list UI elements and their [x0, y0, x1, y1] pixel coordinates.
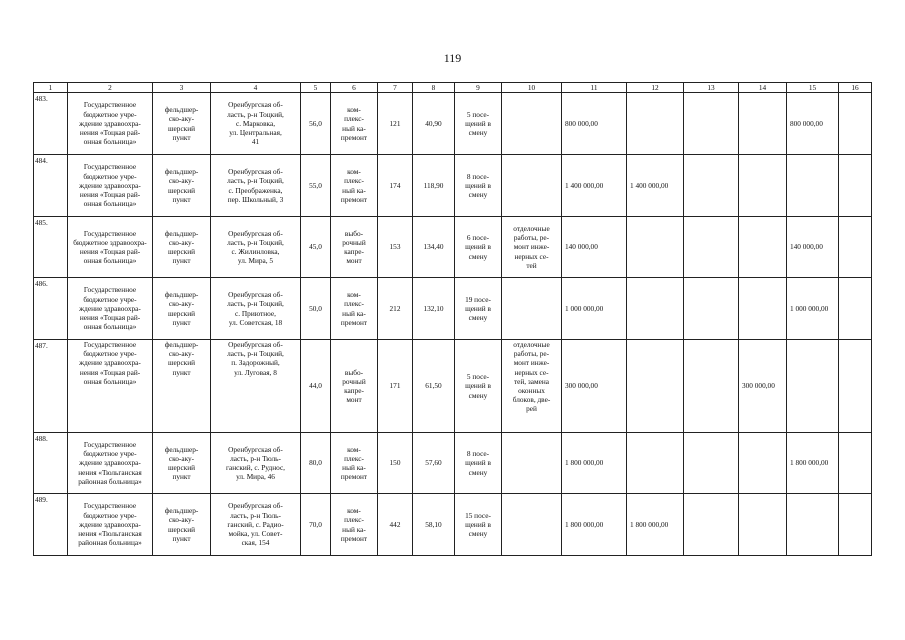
row-number: 488. [34, 433, 68, 494]
col12-cell: 1 400 000,00 [627, 155, 684, 217]
col16-cell [839, 340, 872, 433]
visits-cell: 8 посе- щений в смену [455, 155, 502, 217]
visits-cell: 8 посе- щений в смену [455, 433, 502, 494]
visits-cell: 5 посе- щений в смену [455, 93, 502, 155]
column-number: 14 [739, 83, 787, 93]
total-cost-cell: 800 000,00 [562, 93, 627, 155]
col16-cell [839, 155, 872, 217]
address-cell: Оренбургская об- ласть, р-н Тоцкий, с. Приютное, ул. Советская, 18 [211, 278, 301, 340]
area-cell: 80,0 [301, 433, 331, 494]
col12-cell [627, 93, 684, 155]
table-row [34, 494, 872, 556]
table-row [34, 433, 872, 494]
visits-cell: 6 посе- щений в смену [455, 217, 502, 278]
column-number: 6 [331, 83, 378, 93]
column-number: 12 [627, 83, 684, 93]
total-cost-cell: 300 000,00 [562, 340, 627, 433]
address-cell: Оренбургская об- ласть, р-н Тоцкий, с. Жилинловка, ул. Мира, 5 [211, 217, 301, 278]
area-cell: 44,0 [301, 340, 331, 433]
column-number: 7 [378, 83, 413, 93]
col8-cell: 132,10 [413, 278, 455, 340]
col16-cell [839, 217, 872, 278]
column-number: 13 [684, 83, 739, 93]
col14-cell [739, 278, 787, 340]
repair-type-cell: ком- плекс- ный ка- премонт [331, 494, 378, 556]
col8-cell: 40,90 [413, 93, 455, 155]
col7-cell: 171 [378, 340, 413, 433]
institution-cell: Государственное бюджетное учре- ждение здравоохра- нения «Тюльганская районная больница» [68, 494, 153, 556]
col14-cell [739, 155, 787, 217]
total-cost-cell: 140 000,00 [562, 217, 627, 278]
col7-cell: 150 [378, 433, 413, 494]
col13-cell [684, 278, 739, 340]
col13-cell [684, 155, 739, 217]
row-number: 487. [34, 340, 68, 433]
works-cell: отделочные работы, ре- монт инже- нерных се- тей, замена оконных блоков, две- рей [502, 340, 562, 433]
col8-cell: 134,40 [413, 217, 455, 278]
works-cell [502, 433, 562, 494]
col12-cell [627, 278, 684, 340]
registry-table [33, 82, 872, 556]
col8-cell: 58,10 [413, 494, 455, 556]
col16-cell [839, 278, 872, 340]
total-cost-cell: 1 400 000,00 [562, 155, 627, 217]
col12-cell [627, 217, 684, 278]
visits-cell: 19 посе- щений в смену [455, 278, 502, 340]
address-cell: Оренбургская об- ласть, р-н Тюль- ганский, с. Руднос, ул. Мира, 46 [211, 433, 301, 494]
institution-cell: Государственное бюджетное учре- ждение здравоохра- нения «Тоцкая рай- онная больница» [68, 93, 153, 155]
institution-cell: Государственное бюджетное учре- ждение здравоохра- нения «Тоцкая рай- онная больница» [68, 340, 153, 433]
address-cell: Оренбургская об- ласть, р-н Тоцкий, с. Марковка, ул. Центральная, 41 [211, 93, 301, 155]
table-row [34, 155, 872, 217]
col7-cell: 153 [378, 217, 413, 278]
works-cell [502, 494, 562, 556]
col7-cell: 174 [378, 155, 413, 217]
total-cost-cell: 1 000 000,00 [562, 278, 627, 340]
col8-cell: 118,90 [413, 155, 455, 217]
repair-type-cell: ком- плекс- ный ка- премонт [331, 155, 378, 217]
col15-cell [787, 155, 839, 217]
col8-cell: 57,60 [413, 433, 455, 494]
column-number: 16 [839, 83, 872, 93]
facility-type-cell: фельдшер- ско-аку- шерский пункт [153, 433, 211, 494]
column-number: 3 [153, 83, 211, 93]
address-cell: Оренбургская об- ласть, р-н Тоцкий, с. Преображенка, пер. Школьный, 3 [211, 155, 301, 217]
col13-cell [684, 494, 739, 556]
area-cell: 70,0 [301, 494, 331, 556]
col13-cell [684, 340, 739, 433]
facility-type-cell: фельдшер- ско-аку- шерский пункт [153, 155, 211, 217]
col12-cell [627, 340, 684, 433]
area-cell: 55,0 [301, 155, 331, 217]
page-number: 119 [443, 51, 462, 65]
works-cell [502, 155, 562, 217]
facility-type-cell: фельдшер- ско-аку- шерский пункт [153, 217, 211, 278]
row-number: 489. [34, 494, 68, 556]
area-cell: 56,0 [301, 93, 331, 155]
col12-cell [627, 433, 684, 494]
col15-cell: 800 000,00 [787, 93, 839, 155]
table-row [34, 278, 872, 340]
works-cell [502, 278, 562, 340]
address-cell: Оренбургская об- ласть, р-н Тюль- ганский, с. Радио- мойка, ул. Совет- ская, 154 [211, 494, 301, 556]
col16-cell [839, 433, 872, 494]
visits-cell: 15 посе- щений в смену [455, 494, 502, 556]
institution-cell: Государственное бюджетное здравоохра- нения «Тоцкая рай- онная больница» [68, 217, 153, 278]
institution-cell: Государственное бюджетное учре- ждение здравоохра- нения «Тоцкая рай- онная больница» [68, 155, 153, 217]
col14-cell [739, 494, 787, 556]
institution-cell: Государственное бюджетное учре- ждение здравоохра- нения «Тоцкая рай- онная больница» [68, 278, 153, 340]
column-number: 9 [455, 83, 502, 93]
repair-type-cell: выбо- рочный капре- монт [331, 217, 378, 278]
column-number: 1 [34, 83, 68, 93]
col14-cell: 300 000,00 [739, 340, 787, 433]
column-number: 15 [787, 83, 839, 93]
col14-cell [739, 93, 787, 155]
facility-type-cell: фельдшер- ско-аку- шерский пункт [153, 494, 211, 556]
repair-type-cell: ком- плекс- ный ка- премонт [331, 433, 378, 494]
visits-cell: 5 посе- щений в смену [455, 340, 502, 433]
total-cost-cell: 1 800 000,00 [562, 433, 627, 494]
col15-cell: 140 000,00 [787, 217, 839, 278]
repair-type-cell: ком- плекс- ный ка- премонт [331, 93, 378, 155]
col7-cell: 121 [378, 93, 413, 155]
table-row [34, 93, 872, 155]
row-number: 485. [34, 217, 68, 278]
col13-cell [684, 433, 739, 494]
column-number: 8 [413, 83, 455, 93]
col13-cell [684, 217, 739, 278]
col15-cell [787, 494, 839, 556]
col14-cell [739, 217, 787, 278]
facility-type-cell: фельдшер- ско-аку- шерский пункт [153, 93, 211, 155]
area-cell: 50,0 [301, 278, 331, 340]
column-number: 10 [502, 83, 562, 93]
col16-cell [839, 93, 872, 155]
col13-cell [684, 93, 739, 155]
row-number: 486. [34, 278, 68, 340]
col15-cell: 1 800 000,00 [787, 433, 839, 494]
table-row [34, 217, 872, 278]
column-number-row [34, 83, 872, 93]
column-number: 11 [562, 83, 627, 93]
address-cell: Оренбургская об- ласть, р-н Тоцкий, п. Задорожный, ул. Луговая, 8 [211, 340, 301, 433]
col15-cell: 1 000 000,00 [787, 278, 839, 340]
row-number: 483. [34, 93, 68, 155]
table-row [34, 340, 872, 433]
col16-cell [839, 494, 872, 556]
repair-type-cell: ком- плекс- ный ка- премонт [331, 278, 378, 340]
facility-type-cell: фельдшер- ско-аку- шерский пункт [153, 340, 211, 433]
facility-type-cell: фельдшер- ско-аку- шерский пункт [153, 278, 211, 340]
row-number: 484. [34, 155, 68, 217]
column-number: 4 [211, 83, 301, 93]
col7-cell: 212 [378, 278, 413, 340]
column-number: 5 [301, 83, 331, 93]
col12-cell: 1 800 000,00 [627, 494, 684, 556]
works-cell [502, 93, 562, 155]
column-number: 2 [68, 83, 153, 93]
total-cost-cell: 1 800 000,00 [562, 494, 627, 556]
works-cell: отделочные работы, ре- монт инже- нерных се- тей [502, 217, 562, 278]
area-cell: 45,0 [301, 217, 331, 278]
institution-cell: Государственное бюджетное учре- ждение здравоохра- нения «Тюльганская районная больница» [68, 433, 153, 494]
col8-cell: 61,50 [413, 340, 455, 433]
col14-cell [739, 433, 787, 494]
repair-type-cell: выбо- рочный капре- монт [331, 340, 378, 433]
col7-cell: 442 [378, 494, 413, 556]
col15-cell [787, 340, 839, 433]
